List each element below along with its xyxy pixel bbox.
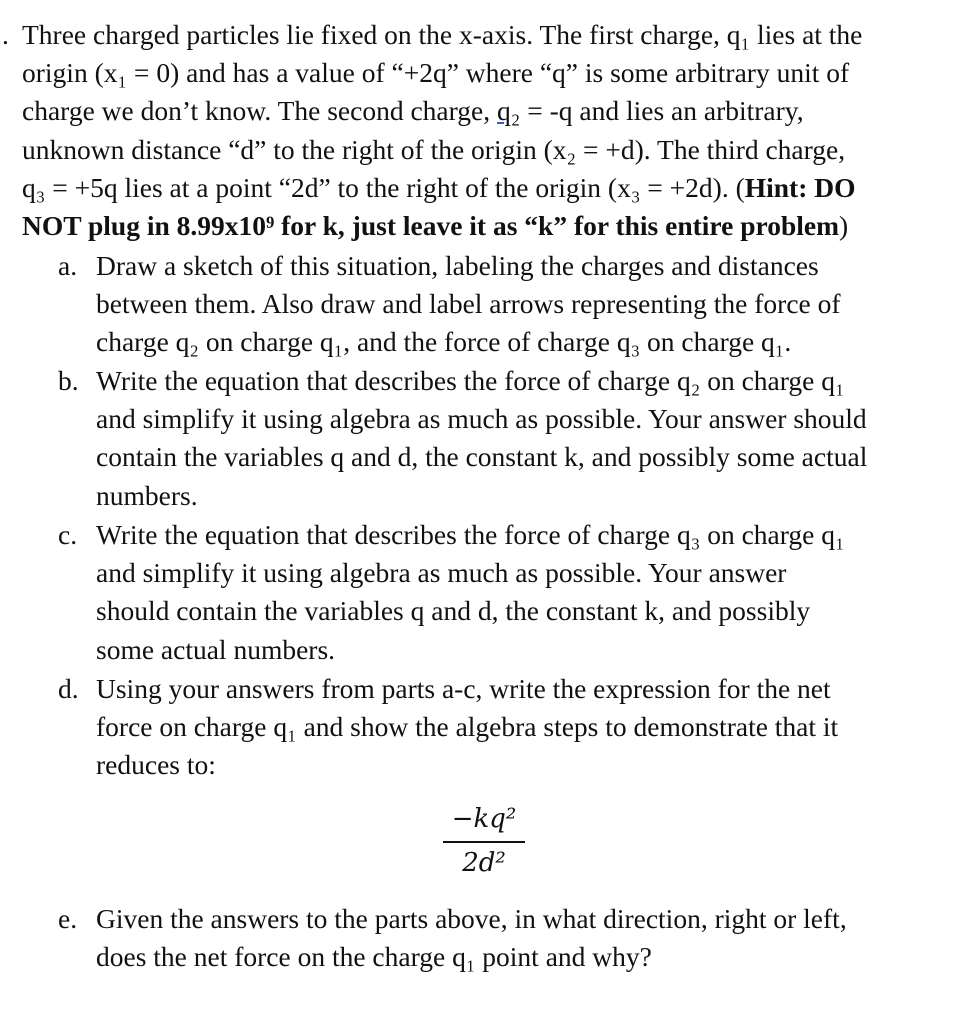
part-line: numbers.	[96, 479, 198, 511]
part-line: between them. Also draw and label arrows representing the force of	[96, 288, 841, 320]
part-c	[58, 516, 938, 669]
part-line: and simplify it using algebra as much as possible. Your answer	[96, 557, 787, 589]
fraction-denominator: 2d²	[462, 848, 506, 878]
problem-number-marker: .	[2, 19, 9, 50]
part-b	[58, 362, 938, 515]
part-d	[58, 670, 938, 785]
part-line: Using your answers from parts a-c, write the expression for the net	[96, 673, 831, 704]
part-line: and simplify it using algebra as much as possible. Your answer should	[96, 403, 867, 435]
fraction-numerator: −kq²	[451, 804, 517, 834]
part-label: e.	[58, 903, 78, 934]
part-label: b.	[58, 365, 79, 396]
fraction-bar	[443, 841, 525, 843]
part-line: force on charge q₁ and show the algebra steps to demonstrate that it	[96, 711, 839, 743]
part-line: Draw a sketch of this situation, labeling the charges and distances	[96, 250, 819, 281]
part-line: Write the equation that describes the force of charge q₃ on charge q₁	[96, 519, 845, 550]
part-line: reduces to:	[96, 749, 216, 781]
intro-line: origin (x₁ = 0) and has a value of “+2q” where “q” is some arbitrary unit of	[22, 57, 850, 89]
part-line: some actual numbers.	[96, 633, 336, 665]
hint-text: NOT plug in 8.99x10⁹ for k, just leave it as “k” for this entire problem	[22, 210, 839, 242]
intro-line: Three charged particles lie fixed on the x-axis. The first charge, q₁ lies at the	[22, 19, 863, 50]
part-line: Write the equation that describes the force of charge q₂ on charge q₁	[96, 365, 845, 396]
part-line: should contain the variables q and d, the constant k, and possibly	[96, 595, 811, 627]
hint-label: Hint: DO	[744, 171, 856, 203]
part-line: charge q₂ on charge q₁, and the force of charge q₃ on charge q₁.	[96, 326, 792, 358]
part-line: does the net force on the charge q₁ point and why?	[96, 941, 652, 973]
part-e	[58, 900, 938, 976]
part-label: a.	[58, 250, 78, 281]
intro-line: q₃ = +5q lies at a point “2d” to the right of the origin (x₃ = +2d). (Hint: DO	[22, 171, 856, 203]
intro-line: unknown distance “d” to the right of the origin (x₂ = +d). The third charge,	[22, 133, 846, 165]
part-label: d.	[58, 673, 79, 704]
problem-statement	[2, 16, 927, 245]
hint-line: NOT plug in 8.99x10⁹ for k, just leave it as “k” for this entire problem)	[22, 210, 849, 242]
q2-underlined-symbol: q₂	[497, 95, 521, 127]
part-line: Given the answers to the parts above, in what direction, right or left,	[96, 903, 847, 934]
part-a	[58, 247, 938, 362]
reduced-expression	[441, 801, 527, 879]
intro-line: charge we don’t know. The second charge, q₂ = -q and lies an arbitrary,	[22, 95, 804, 127]
part-label: c.	[58, 519, 78, 550]
part-line: contain the variables q and d, the constant k, and possibly some actual	[96, 441, 868, 473]
